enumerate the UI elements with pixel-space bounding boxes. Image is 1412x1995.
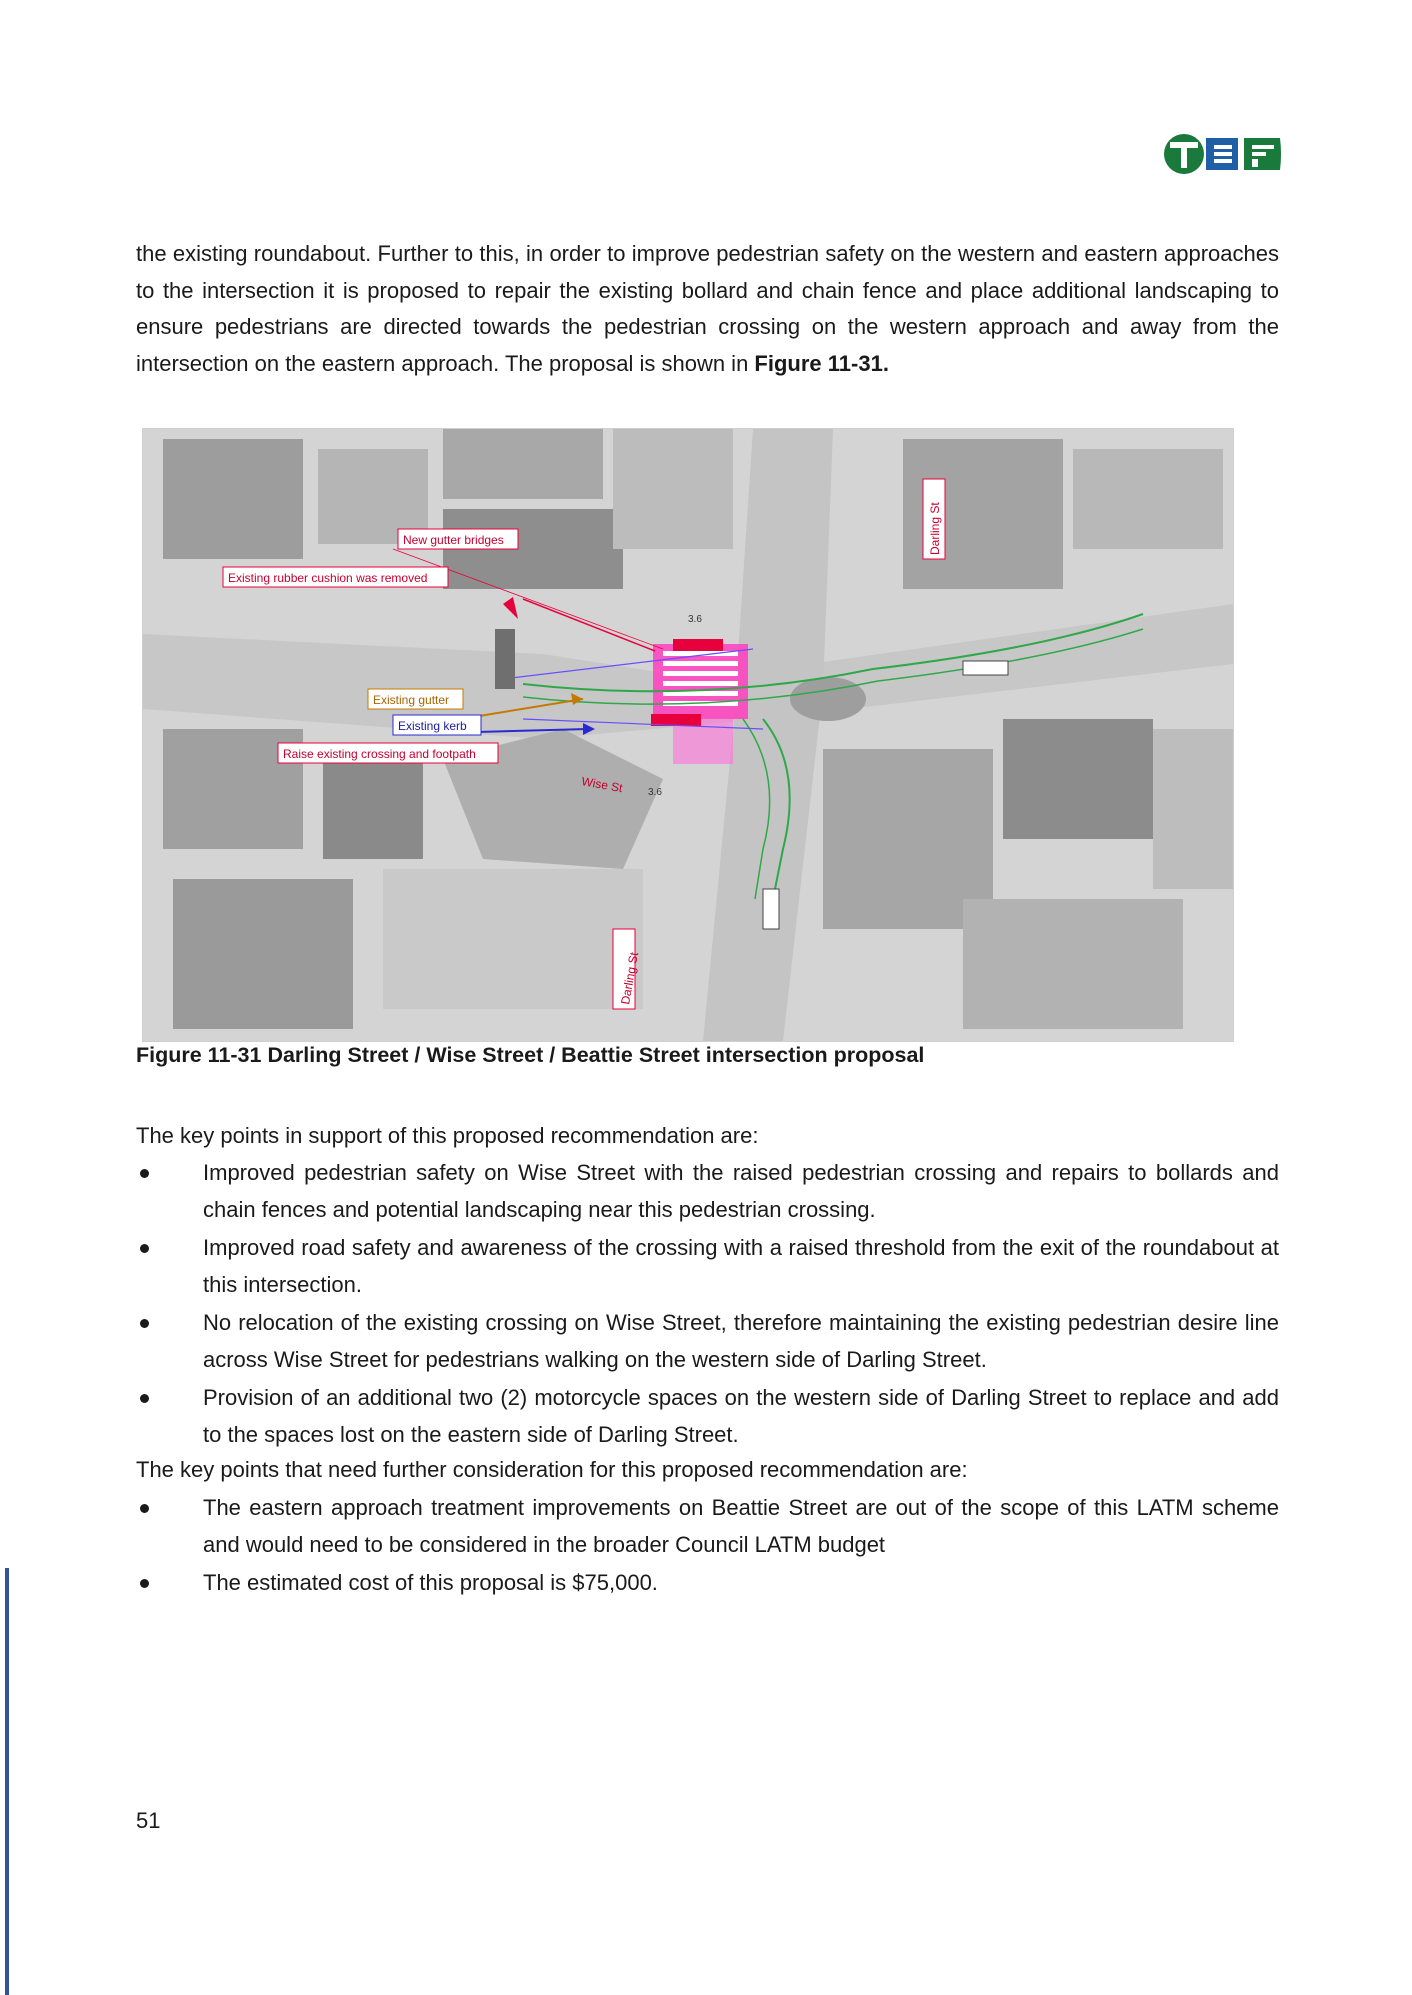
- label-wise-st: Wise St: [580, 774, 624, 796]
- support-lead: The key points in support of this proposed recommendation are:: [136, 1123, 759, 1148]
- bullet-icon: [140, 1504, 149, 1513]
- list-item: No relocation of the existing crossing on Wise Street, therefore maintaining the existing pedestrian desire line across Wise Street for pedestrians walking on the western side of Darling Street.: [136, 1305, 1279, 1378]
- list-item: Improved pedestrian safety on Wise Street with the raised pedestrian crossing and repairs to bollards and chain fences and potential landscaping near this pedestrian crossing.: [136, 1155, 1279, 1228]
- consideration-lead: The key points that need further consideration for this proposed recommendation are:: [136, 1457, 968, 1482]
- list-item: The eastern approach treatment improvements on Beattie Street are out of the scope of this LATM scheme and would need to be considered in the broader Council LATM budget: [136, 1490, 1279, 1563]
- label-new-gutter-bridges: New gutter bridges: [403, 533, 504, 547]
- bullet-icon: [140, 1394, 149, 1403]
- support-list: [136, 1155, 1279, 1455]
- list-item: Provision of an additional two (2) motorcycle spaces on the western side of Darling Street to replace and add to the spaces lost on the eastern side of Darling Street.: [136, 1380, 1279, 1453]
- company-logo: [1162, 132, 1284, 176]
- dimension-top: 3.6: [688, 614, 702, 625]
- intersection-aerial-map: [142, 428, 1234, 1042]
- margin-bar: [5, 1568, 9, 1995]
- consideration-list: [136, 1490, 1279, 1604]
- label-rubber-cushion: Existing rubber cushion was removed: [228, 571, 428, 585]
- intro-text: the existing roundabout. Further to this, in order to improve pedestrian safety on the western and eastern approaches to the intersection it is proposed to repair the existing bollard and chain fence and place additional landscaping to ensure pedestrians are directed towards the pedestrian crossing on the western approach and away from the intersection on the eastern approach. The proposal is shown in: [136, 241, 1279, 376]
- map-drawing: [143, 429, 1233, 1041]
- label-darling-st-top: Darling St: [928, 502, 942, 555]
- bullet-icon: [140, 1169, 149, 1178]
- label-existing-gutter: Existing gutter: [373, 693, 450, 707]
- label-raise-crossing: Raise existing crossing and footpath: [283, 747, 476, 761]
- list-item: The estimated cost of this proposal is $75,000.: [136, 1565, 1279, 1602]
- label-darling-st-bottom: Darling St: [618, 951, 642, 1006]
- label-existing-kerb: Existing kerb: [398, 719, 467, 733]
- dimension-bottom: 3.6: [648, 787, 662, 798]
- page-number: 51: [136, 1808, 161, 1833]
- figure-reference: Figure 11-31.: [754, 350, 889, 376]
- bullet-icon: [140, 1244, 149, 1253]
- bullet-icon: [140, 1579, 149, 1588]
- figure-caption: Figure 11-31 Darling Street / Wise Street / Beattie Street intersection proposal: [136, 1043, 925, 1067]
- list-item: Improved road safety and awareness of the crossing with a raised threshold from the exit of the roundabout at this intersection.: [136, 1230, 1279, 1303]
- bullet-icon: [140, 1319, 149, 1328]
- intro-paragraph: [136, 236, 1279, 382]
